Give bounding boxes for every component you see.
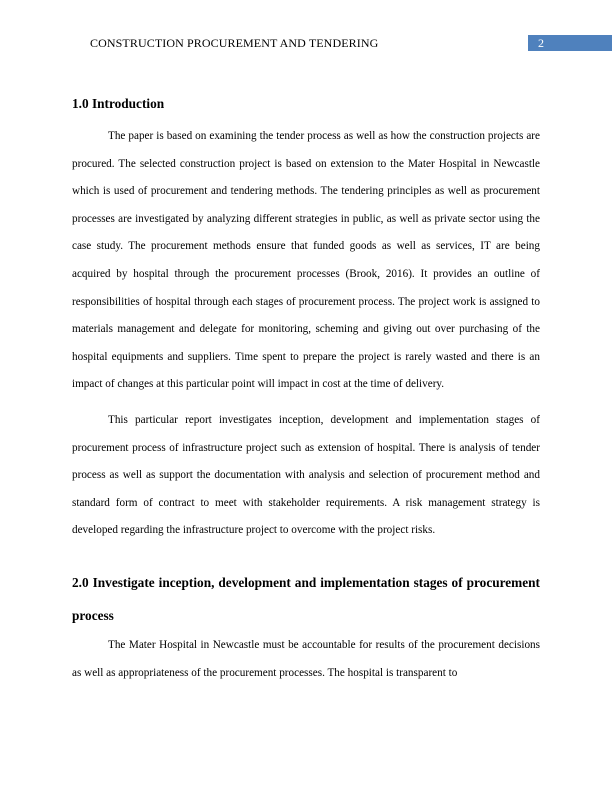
body-paragraph: This particular report investigates inception, development and implementation stages of procurement process of infrastructure project such as extension of hospital. There is analysis of tender process as well as support the documentation with analysis and selection of procurement method and standard form of contract to meet with stakeholder requirements. A risk management strategy is developed regarding the infrastructure project to overcome with the project risks.: [72, 413, 540, 537]
section-heading-introduction: 1.0 Introduction: [72, 96, 165, 111]
document-body: [72, 94, 540, 687]
running-head: CONSTRUCTION PROCUREMENT AND TENDERING: [90, 36, 379, 50]
section-heading-procurement-stages: 2.0 Investigate inception, development and implementation stages of procurement process: [72, 574, 540, 623]
body-paragraph: The paper is based on examining the tender process as well as how the construction projects are procured. The selected construction project is based on extension to the Mater Hospital in Newcastle which is used of procurement and tendering methods. The tendering principles as well as procurement processes are investigated by analyzing different strategies in public, as well as private sector using the case study. The procurement methods ensure that funded goods as well as services, IT are being acquired by hospital through the procurement processes (Brook, 2016). It provides an outline of responsibilities of hospital through each stages of procurement process. The project work is assigned to materials management and delegate for monitoring, scheming and giving out over purchasing of the hospital equipments and suppliers. Time spent to prepare the project is rarely wasted and there is an impact of changes at this particular point will impact in cost at the time of delivery.: [72, 130, 540, 391]
page-number-badge: 2: [528, 35, 612, 51]
body-paragraph: The Mater Hospital in Newcastle must be accountable for results of the procurement decisions as well as appropriateness of the procurement processes. The hospital is transparent to: [72, 638, 540, 679]
